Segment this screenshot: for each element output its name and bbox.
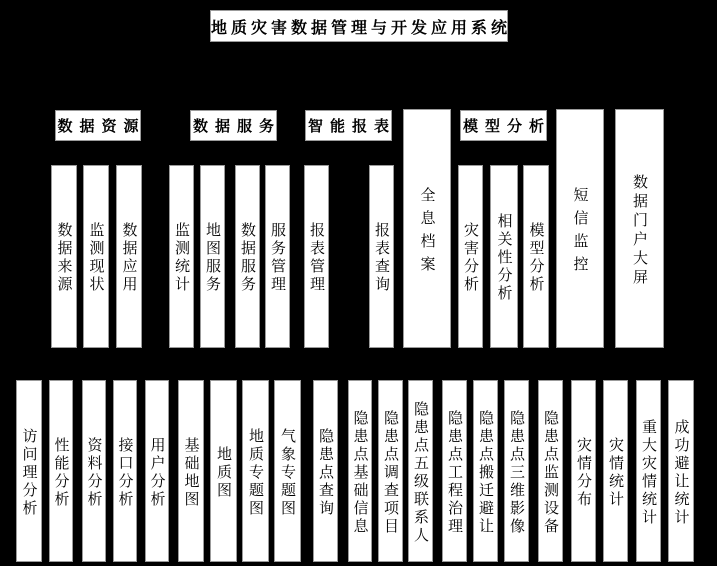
node-label: 隐患点工程治理 bbox=[446, 409, 463, 536]
node-monitoring-statistics bbox=[169, 165, 194, 348]
header-label: 模型分析 bbox=[463, 118, 552, 135]
node-performance-analysis bbox=[49, 380, 73, 562]
node-hazard-basic-info bbox=[348, 380, 372, 562]
node-disaster-distribution bbox=[571, 380, 596, 562]
node-label: 隐患点查询 bbox=[317, 427, 334, 518]
header-smart-reports bbox=[305, 110, 397, 141]
node-geological-thematic-map bbox=[242, 380, 269, 562]
node-label: 隐患点调查项目 bbox=[382, 409, 399, 536]
node-map-service bbox=[200, 165, 225, 348]
header-data-resources bbox=[55, 110, 146, 141]
node-successful-avoidance-statistics bbox=[668, 380, 694, 562]
node-label: 性能分析 bbox=[52, 436, 70, 509]
node-label: 数据应用 bbox=[120, 222, 138, 294]
node-hazard-query bbox=[313, 380, 338, 562]
node-label: 数据服务 bbox=[239, 222, 256, 294]
node-label: 隐患点搬迁避让 bbox=[477, 409, 494, 536]
node-label: 隐患点三维影像 bbox=[508, 409, 525, 536]
node-hazard-monitoring-equipment bbox=[538, 380, 563, 562]
node-geological-map bbox=[210, 380, 237, 562]
node-label: 服务管理 bbox=[269, 222, 286, 294]
node-hazard-survey-project bbox=[378, 380, 403, 562]
node-correlation-analysis bbox=[490, 165, 518, 348]
node-service-management bbox=[265, 165, 290, 348]
node-data-portal-screen bbox=[615, 109, 664, 348]
node-label: 报表查询 bbox=[373, 222, 390, 294]
node-label: 地质图 bbox=[215, 445, 232, 500]
node-report-management bbox=[304, 165, 329, 348]
node-label: 成功避让统计 bbox=[672, 418, 690, 527]
node-hazard-3d-imagery bbox=[504, 380, 529, 562]
node-label: 气象专题图 bbox=[279, 427, 296, 518]
node-label: 隐患点监测设备 bbox=[542, 409, 559, 536]
node-data-service bbox=[235, 165, 260, 348]
node-label: 短信监控 bbox=[571, 186, 589, 279]
node-label: 灾情统计 bbox=[607, 436, 624, 509]
header-data-services bbox=[190, 110, 282, 141]
node-label: 地图服务 bbox=[204, 222, 221, 294]
node-major-disaster-statistics bbox=[636, 380, 661, 562]
node-label: 全息档案 bbox=[418, 186, 436, 279]
node-label: 接口分析 bbox=[116, 436, 134, 509]
node-hazard-engineering-treatment bbox=[442, 380, 467, 562]
node-hazard-relocation bbox=[473, 380, 498, 562]
header-model-analysis bbox=[460, 110, 552, 141]
node-label: 资料分析 bbox=[85, 436, 103, 509]
system-title-label: 地质灾害数据管理与开发应用系统 bbox=[211, 19, 512, 37]
node-interface-analysis bbox=[113, 380, 137, 562]
node-data-application bbox=[116, 165, 142, 348]
system-title-box bbox=[210, 10, 512, 42]
node-label: 重大灾情统计 bbox=[640, 418, 657, 527]
node-label: 数据来源 bbox=[55, 222, 73, 294]
node-label: 用户分析 bbox=[148, 436, 166, 509]
node-label: 访问理分析 bbox=[20, 427, 38, 518]
node-hazard-five-level-contacts bbox=[408, 380, 433, 562]
header-label: 数据服务 bbox=[193, 118, 282, 135]
header-label: 智能报表 bbox=[308, 118, 397, 135]
node-model-analysis bbox=[523, 165, 549, 348]
node-basic-map bbox=[178, 380, 204, 562]
node-label: 模型分析 bbox=[527, 222, 545, 294]
node-weather-thematic-map bbox=[274, 380, 301, 562]
node-sms-monitoring bbox=[556, 109, 604, 348]
node-holographic-archive bbox=[403, 109, 451, 348]
node-material-analysis bbox=[82, 380, 106, 562]
node-label: 地质专题图 bbox=[247, 427, 264, 518]
node-data-source bbox=[51, 165, 77, 348]
node-disaster-analysis bbox=[458, 165, 483, 348]
node-label: 基础地图 bbox=[182, 436, 200, 509]
node-disaster-statistics bbox=[603, 380, 628, 562]
node-label: 监测统计 bbox=[173, 222, 190, 294]
node-label: 监测现状 bbox=[87, 222, 105, 294]
node-label: 灾情分布 bbox=[575, 436, 592, 509]
node-report-query bbox=[369, 165, 394, 348]
node-label: 隐患点五级联系人 bbox=[412, 400, 429, 545]
node-label: 报表管理 bbox=[308, 222, 325, 294]
node-label: 数据门户大屏 bbox=[631, 173, 648, 288]
header-label: 数据资源 bbox=[57, 118, 146, 135]
node-user-analysis bbox=[145, 380, 169, 562]
node-monitoring-status bbox=[83, 165, 109, 348]
node-label: 相关性分析 bbox=[495, 213, 513, 303]
node-label: 隐患点基础信息 bbox=[351, 409, 369, 536]
node-label: 灾害分析 bbox=[462, 222, 479, 294]
node-visit-analysis bbox=[16, 380, 42, 562]
